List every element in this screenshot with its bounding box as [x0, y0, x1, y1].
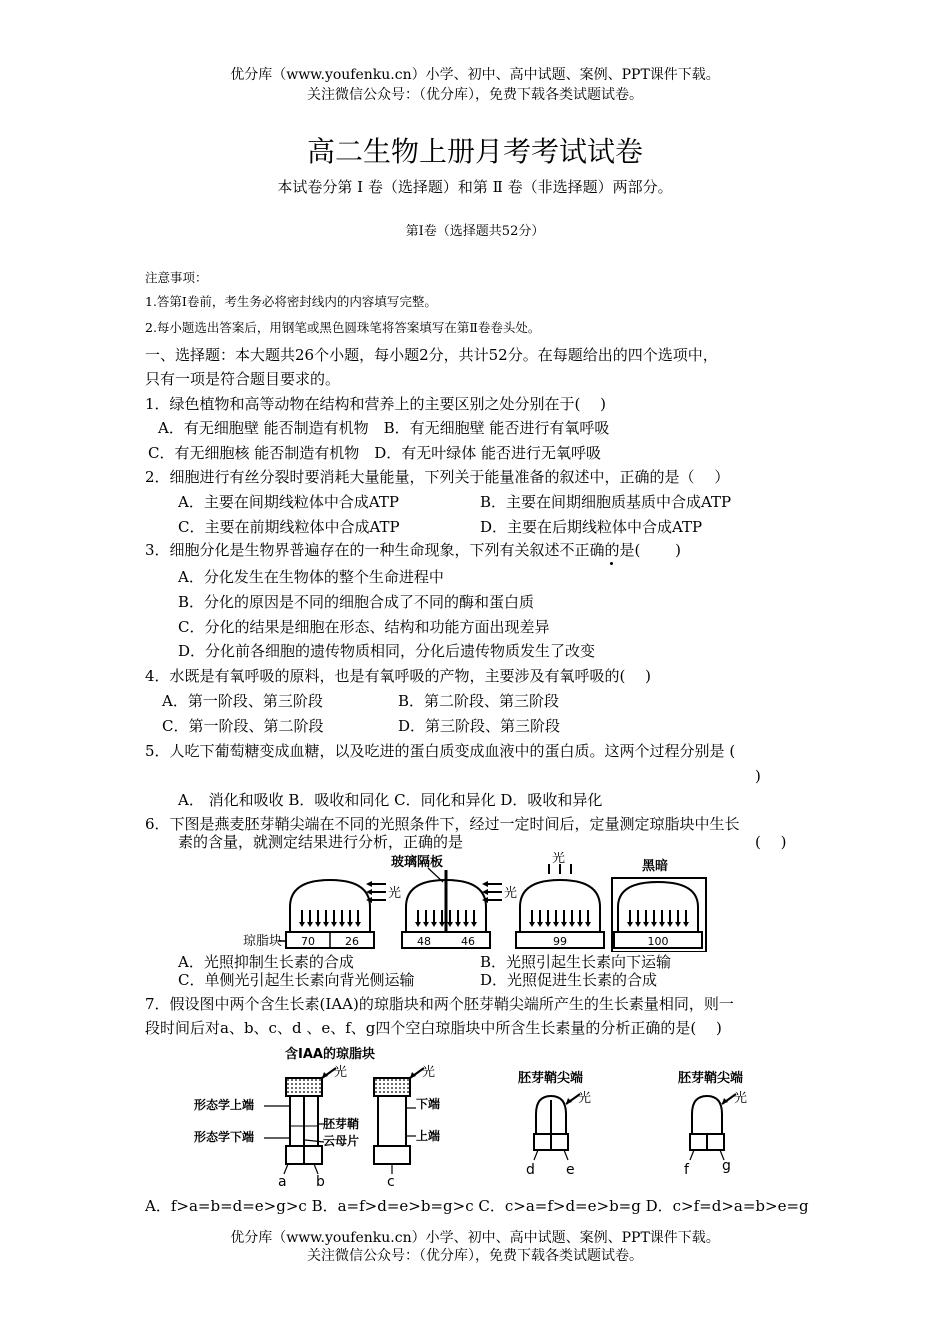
header-line-2: 关注微信公众号：（优分库），免费下载各类试题试卷。: [307, 87, 643, 103]
notes-item-1: 1.答第Ⅰ卷前，考生务必将密封线内的内容填写完整。: [145, 294, 437, 309]
q4-option-c: C．第一阶段、第二阶段: [162, 717, 324, 735]
q6-stem-line-1: 6．下图是燕麦胚芽鞘尖端在不同的光照条件下，经过一定时间后，定量测定琼脂块中生长: [145, 815, 740, 833]
q6-stem-line-2: 素的含量，就测定结果进行分析，正确的是: [178, 833, 464, 851]
q3-option-d: D．分化前各细胞的遗传物质相同，分化后遗传物质发生了改变: [178, 642, 596, 660]
agar-block-label: 琼脂块: [243, 934, 283, 949]
down-label: 下端: [416, 1097, 441, 1111]
coleoptile-label: 胚芽鞘: [323, 1117, 360, 1131]
subtitle: 本试卷分第 Ⅰ 卷（选择题）和第 Ⅱ 卷（非选择题）两部分。: [277, 178, 673, 196]
q5-stem: 5．人吃下葡萄糖变成血糖，以及吃进的蛋白质变成血液中的蛋白质。这两个过程分别是 (: [145, 742, 736, 760]
q1-options-row1: A．有无细胞壁 能否制造有机物 B．有无细胞壁 能否进行有氧呼吸: [158, 419, 610, 437]
q4-option-d: D．第三阶段、第三阶段: [398, 717, 561, 735]
letter-b: b: [316, 1174, 325, 1190]
up-label: 上端: [416, 1129, 441, 1143]
q7-options: A．f>a=b=d=e>g>c B．a=f>d=e>b=g>c C．c>a=f>d=e>b=g D．c>f=d>a=b>e=g: [145, 1197, 809, 1215]
agar-value-99: 99: [553, 935, 567, 948]
q2-option-d: D．主要在后期线粒体中合成ATP: [480, 518, 703, 536]
iaa-label: 含IAA的琼脂块: [285, 1047, 375, 1062]
letter-a: a: [278, 1174, 287, 1190]
light-arrows-2: [486, 884, 502, 900]
footer-line-2: 关注微信公众号：（优分库），免费下载各类试题试卷。: [307, 1248, 643, 1264]
light-arrows-1: [370, 884, 386, 900]
q5-options: A． 消化和吸收 B．吸收和同化 C．同化和异化 D．吸收和异化: [178, 791, 603, 809]
agar-block-c: [374, 1146, 410, 1164]
tip-label-1: 胚芽鞘尖端: [518, 1071, 584, 1086]
notes-item-2: 2.每小题选出答案后，用钢笔或黑色圆珠笔将答案填写在第Ⅱ卷卷头处。: [145, 320, 541, 335]
page-title: 高二生物上册月考考试试卷: [306, 135, 643, 168]
q6-option-d: D．光照促进生长素的合成: [480, 971, 658, 989]
letter-f: f: [684, 1162, 689, 1178]
auxin-arrows-4: [627, 910, 689, 927]
tip-label-2: 胚芽鞘尖端: [678, 1071, 744, 1086]
q3-option-c: C．分化的结果是细胞在形态、结构和功能方面出现差异: [178, 618, 550, 636]
q1-options-row2: C．有无细胞核 能否制造有机物 D．有无叶绿体 能否进行无氧呼吸: [148, 444, 602, 462]
iaa-agar-2: [374, 1078, 410, 1096]
glass-partition-label: 玻璃隔板: [391, 855, 444, 870]
auxin-arrows-3: [529, 910, 591, 927]
letter-e: e: [566, 1162, 575, 1178]
notes-title: 注意事项：: [145, 270, 208, 285]
q6-option-a: A．光照抑制生长素的合成: [178, 953, 354, 971]
agar-value-100: 100: [647, 935, 669, 948]
letter-c: c: [387, 1174, 395, 1190]
section1-line-1: 一、选择题：本大题共26个小题，每小题2分，共计52分。在每题给出的四个选项中，: [145, 346, 718, 364]
q4-stem: 4．水既是有氧呼吸的原料，也是有氧呼吸的产物，主要涉及有氧呼吸的( ): [145, 667, 652, 685]
dark-label: 黑暗: [642, 859, 669, 874]
tip-4-outline: [692, 1096, 722, 1134]
agar-block-2: [402, 932, 490, 948]
agar-value-26: 26: [345, 935, 359, 948]
part1-heading: 第Ⅰ卷（选择题共52分）: [405, 224, 545, 239]
light-label-3: 光: [552, 852, 566, 866]
q1-stem: 1．绿色植物和高等动物在结构和营养上的主要区别之处分别在于( ): [145, 395, 607, 413]
emphasis-dot: [610, 562, 613, 565]
upper-end-label: 形态学上端: [194, 1098, 255, 1112]
q6-answer-paren: ( ): [755, 833, 787, 851]
lower-end-label: 形态学下端: [194, 1130, 255, 1144]
light-label-7d: 光: [734, 1091, 748, 1106]
q3-option-b: B．分化的原因是不同的细胞合成了不同的酶和蛋白质: [178, 593, 535, 611]
agar-value-48: 48: [417, 935, 431, 948]
q2-stem: 2．细胞进行有丝分裂时要消耗大量能量，下列关于能量准备的叙述中，正确的是（ ）: [145, 468, 730, 486]
q5-paren-close: ): [755, 767, 761, 785]
light-label-7a: 光: [334, 1065, 348, 1080]
light-label-7c: 光: [578, 1091, 592, 1106]
q6-option-b: B．光照引起生长素向下运输: [480, 953, 672, 971]
q3-stem: 3．细胞分化是生物界普遍存在的一种生命现象，下列有关叙述不正确的是( ): [145, 541, 682, 559]
q2-option-c: C．主要在前期线粒体中合成ATP: [178, 518, 400, 536]
footer-line-1: 优分库（www.youfenku.cn）小学、初中、高中试题、案例、PPT课件下载。: [230, 1230, 720, 1246]
light-label-1: 光: [388, 886, 402, 901]
q7-stem-line-2: 段时间后对a、b、c、d 、e、f、g四个空白琼脂块中所含生长素量的分析正确的是( ): [145, 1019, 722, 1037]
mica-label: 云母片: [323, 1134, 360, 1148]
light-label-2: 光: [504, 886, 518, 901]
light-label-7b: 光: [422, 1065, 436, 1080]
letter-d: d: [526, 1162, 535, 1178]
q2-option-a: A．主要在间期线粒体中合成ATP: [178, 493, 399, 511]
section1-line-2: 只有一项是符合题目要求的。: [145, 370, 341, 388]
q4-option-a: A．第一阶段、第三阶段: [162, 692, 323, 710]
letter-g: g: [722, 1158, 731, 1174]
q6-figure: [238, 852, 713, 952]
q4-option-b: B．第二阶段、第三阶段: [398, 692, 560, 710]
q7-stem-line-1: 7．假设图中两个含生长素(IAA)的琼脂块和两个胚芽鞘尖端所产生的生长素量相同，则一: [145, 995, 734, 1013]
agar-value-46: 46: [461, 935, 475, 948]
auxin-arrows-1: [299, 910, 361, 927]
iaa-agar-1: [286, 1078, 322, 1096]
q3-option-a: A．分化发生在生物体的整个生命进程中: [178, 568, 444, 586]
header-line-1: 优分库（www.youfenku.cn）小学、初中、高中试题、案例、PPT课件下载。: [230, 67, 720, 83]
agar-value-70: 70: [301, 935, 315, 948]
q7-figure: [190, 1042, 770, 1190]
q2-option-b: B．主要在间期细胞质基质中合成ATP: [480, 493, 732, 511]
q6-option-c: C．单侧光引起生长素向背光侧运输: [178, 971, 415, 989]
